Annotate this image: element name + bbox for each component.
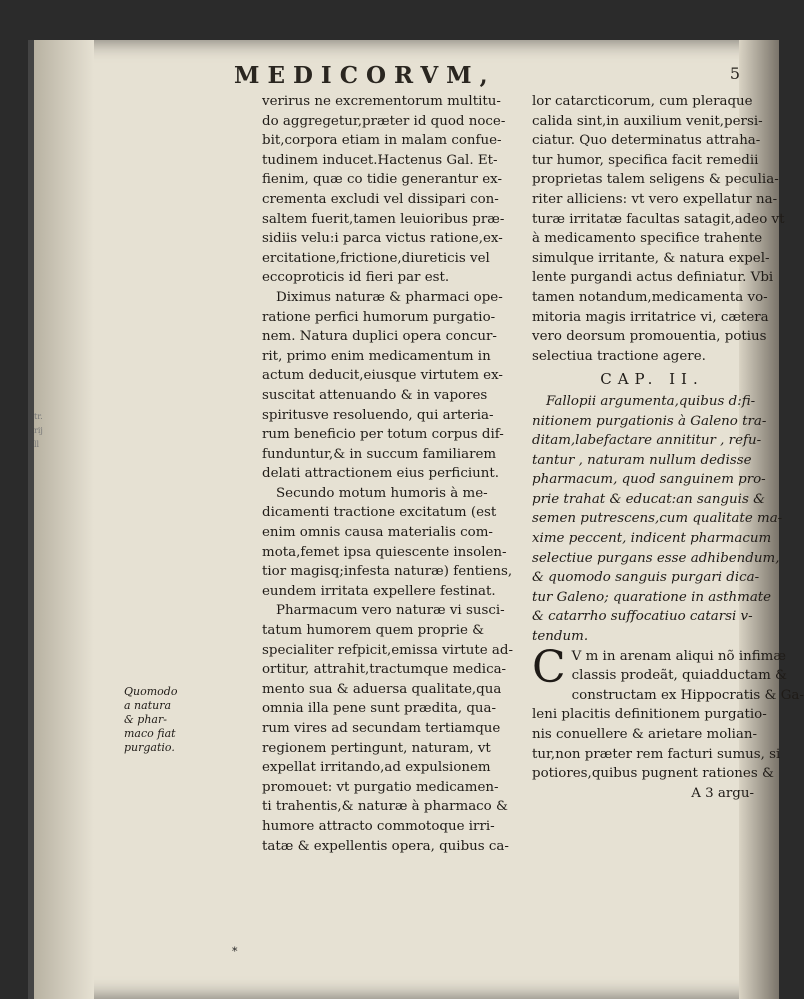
text-line: potiores,quibus pugnent rationes & [532, 766, 774, 782]
text-line: selectiua tractione agere. [532, 348, 706, 364]
marginal-note-line: a natura [124, 699, 172, 712]
text-line: à medicamento specifice trahente [532, 231, 763, 247]
text-line: bit,corpora etiam in malam confue- [262, 133, 502, 149]
text-line: enim omnis causa materialis com- [262, 525, 493, 541]
text-line: ercitatione,frictione,diureticis vel [262, 250, 490, 266]
text-line: tamen notandum,medicamenta vo- [532, 289, 768, 305]
running-head: MEDICORVM, [234, 62, 496, 89]
signature-mark: A 3 argu- [691, 785, 754, 801]
text-line: eccoproticis id fieri par est. [262, 270, 450, 286]
text-line: tantur , naturam nullum dedisse [532, 452, 752, 468]
text-line: omnia illa pene sunt prædita, qua- [262, 701, 497, 717]
text-line: sidiis velu:i parca victus ratione,ex- [262, 231, 503, 247]
text-line: mitoria magis irritatrice vi, cætera [532, 309, 769, 325]
marginal-note-line: & phar- [124, 713, 167, 726]
text-line: mento sua & aduersa qualitate,qua [262, 681, 502, 697]
right-text-column [532, 92, 804, 803]
text-line: classis prodeãt, quiadductam & [571, 668, 787, 684]
marginal-note-line: Quomodo [124, 685, 178, 698]
text-line: prie trahat & educat:an sanguis & [532, 491, 765, 507]
star-mark: * [232, 945, 238, 958]
margin-bleed-line: tr. [34, 412, 43, 421]
text-line: ratione perfici humorum purgatio- [262, 309, 496, 325]
text-line: tatæ & expellentis opera, quibus ca- [262, 838, 509, 854]
text-line: actum deducit,eiusque virtutem ex- [262, 368, 503, 384]
left-text-column [262, 92, 524, 856]
text-line: eundem irritata expellere festinat. [262, 583, 496, 599]
text-line: selectiue purgans esse adhibendum, [532, 550, 780, 566]
text-line: funduntur,& in succum familiarem [262, 446, 497, 462]
chapter-body [532, 641, 804, 784]
margin-bleed-line: ll [34, 440, 40, 449]
book-page [28, 40, 804, 999]
text-line: humore attracto commotoque irri- [262, 818, 495, 834]
text-line: Secundo motum humoris à me- [276, 485, 488, 501]
text-line: rit, primo enim medicamentum in [262, 348, 491, 364]
text-line: calida sint,in auxilium venit,persi- [532, 113, 763, 129]
text-line: delati attractionem eius perficiunt. [262, 466, 499, 482]
text-line: tur humor, specifica facit remedii [532, 152, 759, 168]
text-line: nem. Natura duplici opera concur- [262, 329, 497, 345]
text-line: tior magisq;infesta naturæ) fentiens, [262, 564, 513, 580]
text-line: Pharmacum vero naturæ vi susci- [276, 603, 505, 619]
text-line: nitionem purgationis à Galeno tra- [532, 413, 767, 429]
marginal-note [124, 685, 254, 755]
text-line: & quomodo sanguis purgari dica- [532, 570, 760, 586]
text-line: spiritusve resoluendo, qui arteria- [262, 407, 494, 423]
text-line: xime peccent, indicent pharmacum [532, 531, 772, 547]
chapter-summary [532, 392, 783, 647]
text-line: mota,femet ipsa quiescente insolen- [262, 544, 507, 560]
margin-bleed-line: rij [34, 426, 43, 435]
text-line: lente purgandi actus definiatur. Vbi [532, 270, 774, 286]
text-line: nis conuellere & arietare molian- [532, 727, 758, 742]
text-line: tatum humorem quem proprie & [262, 623, 485, 639]
text-line: Diximus naturæ & pharmaci ope- [276, 289, 503, 305]
marginal-note-line: purgatio. [124, 741, 175, 754]
text-line: vero deorsum promouentia, potius [532, 329, 767, 345]
text-line: turæ irritatæ facultas satagit,adeo vt [532, 211, 785, 227]
text-line: verirus ne excrementorum multitu- [262, 94, 501, 109]
text-line: & catarrho suffocatiuo catarsi v- [532, 609, 753, 625]
text-line: expellat irritando,ad expulsionem [262, 760, 491, 776]
text-line: promouet: vt purgatio medicamen- [262, 779, 499, 795]
text-line: tur Galeno; quaratione in asthmate [532, 589, 772, 605]
text-line: regionem pertingunt, naturam, vt [262, 740, 491, 756]
text-line: riter alliciens: vt vero expellatur na- [532, 191, 778, 207]
text-line: rum beneficio per totum corpus dif- [262, 427, 504, 443]
text-line: suscitat attenuando & in vapores [262, 387, 488, 403]
text-line: leni placitis definitionem purgatio- [532, 707, 767, 723]
margin-bleed-text [34, 410, 62, 452]
text-line: semen putrescens,cum qualitate ma- [532, 511, 783, 527]
text-line: constructam ex Hippocratis & Ga- [571, 687, 804, 703]
text-line: dicamenti tractione excitatum (est [262, 505, 497, 521]
text-line: proprietas talem seligens & peculia- [532, 172, 779, 188]
drop-cap: C [532, 641, 566, 693]
text-line: specialiter refpicit,emissa virtute ad- [262, 642, 514, 658]
text-line: rum vires ad secundam tertiamque [262, 721, 501, 736]
text-line: lor catarcticorum, cum pleraque [532, 94, 753, 109]
chapter-heading: CAP. II. [600, 370, 704, 389]
text-line: Fallopii argumenta,quibus d:fi- [546, 393, 756, 409]
text-line: tur,non præter rem facturi sumus, si [532, 746, 781, 762]
text-line: V m in arenam aliqui nõ infimæ [571, 648, 786, 664]
text-line: fienim, quæ co tidie generantur ex- [262, 172, 503, 188]
text-line: do aggregetur,præter id quod noce- [262, 113, 506, 129]
page-number: 5 [729, 64, 740, 83]
page-spine-shadow [34, 40, 94, 999]
text-line: tudinem inducet.Hactenus Gal. Et- [262, 152, 498, 168]
text-line: tendum. [532, 629, 589, 645]
marginal-note-line: maco fiat [124, 727, 176, 740]
text-line: ortitur, attrahit,tractumque medica- [262, 662, 507, 678]
page-header [234, 62, 754, 88]
text-line: ciatur. Quo determinatus attraha- [532, 133, 761, 149]
text-line: ditam,labefactare annititur , refu- [532, 433, 762, 449]
text-line: pharmacum, quod sanguinem pro- [532, 472, 766, 488]
text-line: saltem fuerit,tamen leuioribus præ- [262, 211, 505, 227]
text-line: simulque irritante, & natura expel- [532, 250, 770, 266]
text-line: crementa excludi vel dissipari con- [262, 191, 499, 207]
right-column-top-text [532, 92, 785, 366]
text-line: ti trahentis,& naturæ à pharmaco & [262, 799, 508, 815]
